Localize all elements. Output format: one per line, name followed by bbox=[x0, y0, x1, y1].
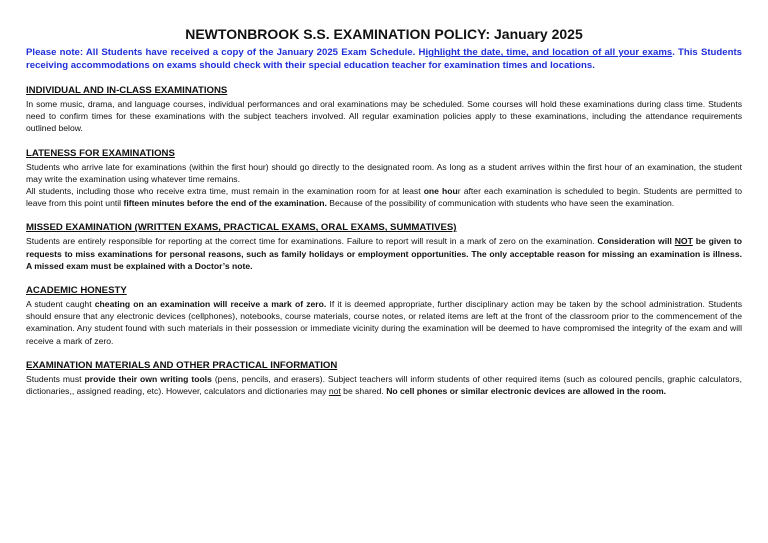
section-individual bbox=[26, 85, 742, 135]
materials-text-c: (pens, pencils, and erasers). Subject teachers will inform students of other required items (such as coloured pencils, graphic calculators, dictionaries,, assigned reading, etc). However, calculators and dictionaries may bbox=[26, 373, 742, 397]
section-heading-individual: INDIVIDUAL AND IN-CLASS EXAMINATIONS bbox=[26, 85, 228, 96]
honesty-paragraph bbox=[26, 298, 742, 347]
honesty-text-a: A student caught bbox=[26, 299, 95, 310]
lateness-text-c: r after each examination is scheduled to begin. Students are permitted to leave from this point until bbox=[26, 186, 742, 209]
materials-bold-no-cell-phones: No cell phones or similar electronic devices are allowed in the room. bbox=[386, 386, 667, 397]
note-text-1: Please note: All Students have received a copy of the January 2025 Exam Schedule. H bbox=[26, 47, 426, 58]
section-honesty bbox=[26, 285, 742, 347]
section-text-individual: In some music, drama, and language courses, individual performances and oral examinations may be scheduled. Some courses will hold these examinations during class time. Students need to confirm times for these examinations with the subject teachers involved. All regular examination policies apply to these examinations, including the attendance requirements outlined below. bbox=[26, 99, 742, 134]
materials-text-a: Students must bbox=[26, 373, 85, 384]
lateness-paragraph-1: Students who arrive late for examinations (within the first hour) should go directly to the designated room. As long as a student arrives within the first hour of an examination, the student may write the examination using whatever time remains. bbox=[26, 161, 742, 184]
missed-bold-rest: be given to requests to miss examinations for personal reasons, such as family holidays or employment opportunities. The only acceptable reason for missing an examination is illness. A missed exam must be explained with a Doctor’s note. bbox=[26, 236, 742, 271]
materials-bold-writing-tools: provide their own writing tools bbox=[84, 373, 212, 384]
missed-bold-not: NOT bbox=[674, 236, 693, 247]
lateness-text-e: Because of the possibility of communication with students who have seen the examination. bbox=[326, 198, 675, 209]
lateness-paragraph-2 bbox=[26, 185, 742, 209]
note-underlined-text: ighlight the date, time, and location of all your exams bbox=[425, 47, 673, 58]
section-heading-missed: MISSED EXAMINATION (WRITTEN EXAMS, PRACTICAL EXAMS, ORAL EXAMS, SUMMATIVES) bbox=[26, 222, 457, 234]
missed-paragraph bbox=[26, 235, 742, 272]
lateness-bold-fifteen-minutes: fifteen minutes before the end of the examination. bbox=[123, 198, 327, 209]
materials-underlined-not: not bbox=[328, 386, 341, 397]
section-heading-honesty: ACADEMIC HONESTY bbox=[26, 285, 127, 297]
honesty-text-c: If it is deemed appropriate, further disciplinary action may be taken by the school administration. Students should ensure that any electronic devices (cellphones), notebooks, course materials, course notes, or related items are left at the front of the classroom prior to the commencement of the examination. Any student found with such materials in their possession or immediate vicinity during the examination will be deemed to have compromised the integrity of the exam and will receive a mark of zero. bbox=[26, 299, 742, 346]
section-heading-materials: EXAMINATION MATERIALS AND OTHER PRACTICAL INFORMATION bbox=[26, 359, 338, 371]
lateness-text-a: All students, including those who receive extra time, must remain in the examination room for at least bbox=[26, 186, 424, 197]
schedule-note bbox=[26, 46, 742, 72]
section-missed bbox=[26, 222, 742, 272]
materials-paragraph bbox=[26, 373, 742, 397]
section-materials bbox=[26, 360, 742, 397]
missed-bold-consideration: Consideration will bbox=[597, 236, 675, 247]
note-text-2: . This Students receiving accommodations on exams should check with their special education teacher for examination times and locations. bbox=[26, 47, 742, 71]
section-lateness bbox=[26, 148, 742, 210]
missed-text-a: Students are entirely responsible for reporting at the correct time for examinations. Failure to report will result in a mark of zero on the examination. bbox=[26, 236, 598, 247]
page-title: NEWTONBROOK S.S. EXAMINATION POLICY: January 2025 bbox=[185, 26, 583, 42]
section-heading-lateness: LATENESS FOR EXAMINATIONS bbox=[26, 147, 175, 159]
materials-text-e: be shared. bbox=[340, 386, 387, 397]
honesty-bold-cheating: cheating on an examination will receive a mark of zero. bbox=[94, 299, 327, 310]
lateness-bold-one-hour: one hou bbox=[423, 186, 458, 197]
